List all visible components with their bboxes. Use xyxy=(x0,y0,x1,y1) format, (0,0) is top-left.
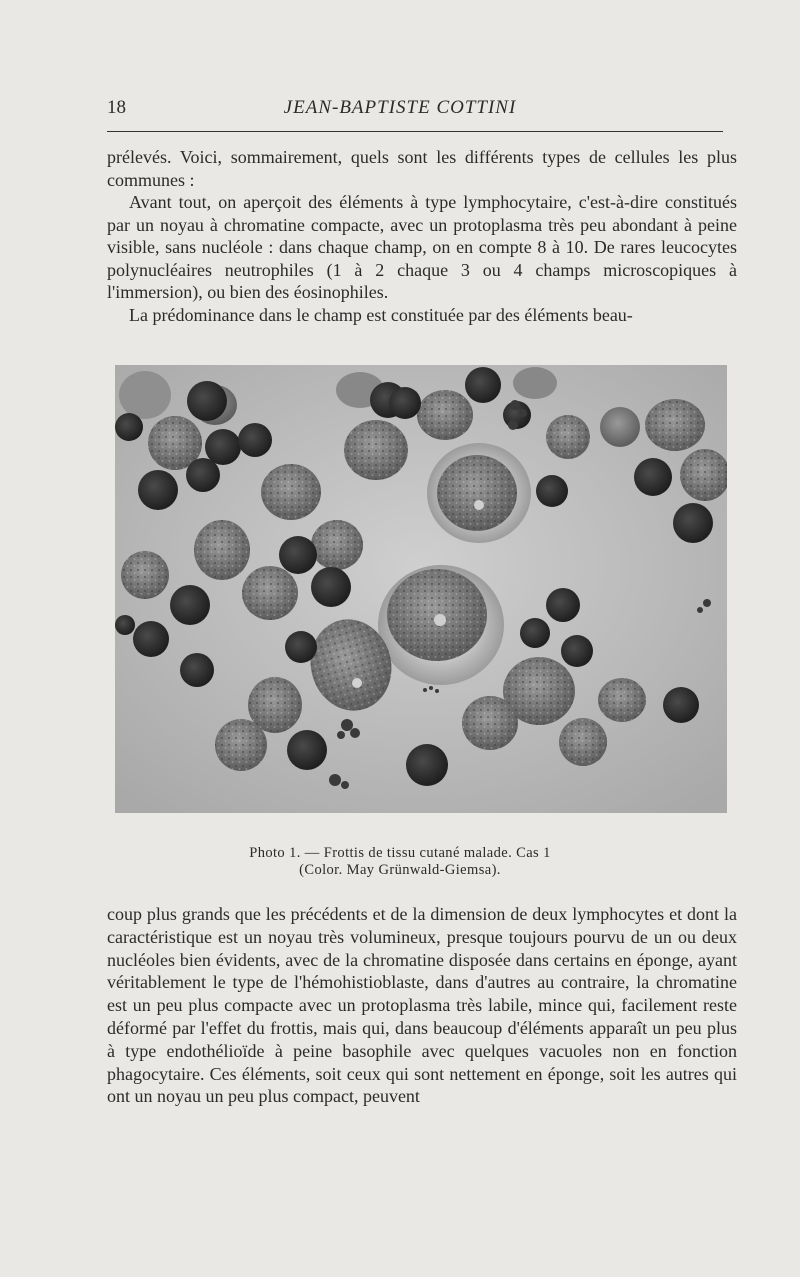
paragraph-1: prélevés. Voici, sommairement, quels sont les différents types de cellules les plus communes : xyxy=(107,147,737,190)
header-rule xyxy=(107,131,723,132)
running-title: JEAN-BAPTISTE COTTINI xyxy=(283,97,517,118)
figure-caption: Photo 1. — Frottis de tissu cutané malade. Cas 1 xyxy=(249,845,551,861)
paragraph-3: La prédominance dans le champ est constituée par des éléments beau- xyxy=(129,304,633,325)
paragraph-4: coup plus grands que les précédents et de la dimension de deux lymphocytes et dont la caractéristique est un noyau très volumineux, presque toujours pourvu de un ou deux nucléoles bien évidents, avec de la chromatine disposée dans certains en éponge, ayant véritablement le type de l'hémohistioblaste, dans d'autres au contraire, la chromatine est un peu plus compacte avec un protoplasma très labile, mince qui, facilement reste déformé par l'effet du frottis, mais qui, dans beaucoup d'éléments apparaît un peu plus à type endothélioïde à peine basophile avec quelques vacuoles non en fonction phagocytaire. Ces éléments, soit ceux qui sont nettement en éponge, soit les autres qui ont un noyau un peu plus compact, peuvent xyxy=(107,904,737,1107)
top-text-block xyxy=(107,146,737,326)
paragraph-2: Avant tout, on aperçoit des éléments à type lymphocytaire, c'est-à-dire constitués par un noyau à chromatine compacte, avec un protoplasma très peu abondant à peine visible, sans nucléole : dans chaque champ, on en compte 8 à 10. De rares leucocytes polynucléaires neutrophiles (1 à 2 chaque 3 ou 4 champs microscopiques à l'immersion), ou bien des éosinophiles. xyxy=(107,192,737,302)
micrograph-photo xyxy=(115,365,727,813)
figure-caption-stain: (Color. May Grünwald-Giemsa). xyxy=(299,862,501,878)
bottom-text-block xyxy=(107,903,737,1108)
page-number: 18 xyxy=(107,97,126,118)
